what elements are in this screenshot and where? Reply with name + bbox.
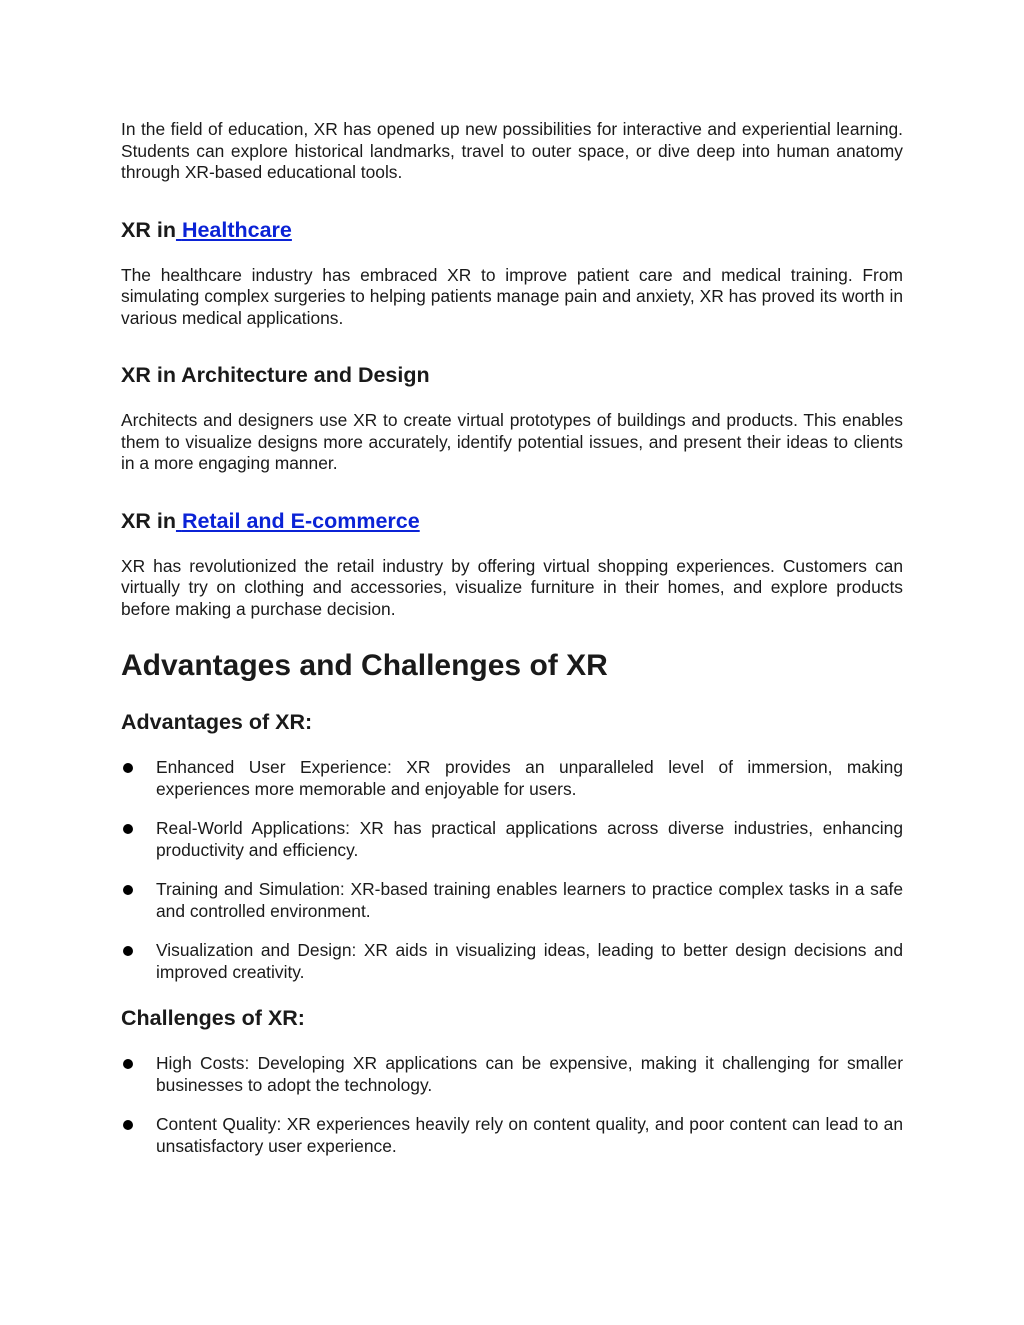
- bullet-icon: [123, 763, 133, 773]
- healthcare-paragraph: The healthcare industry has embraced XR to improve patient care and medical training. From simulating complex surgeries to helping patients manage pain and anxiety, XR has proved its worth in various medical applications.: [121, 264, 903, 328]
- list-item: [121, 1053, 903, 1096]
- retail-paragraph: XR has revolutionized the retail industry by offering virtual shopping experiences. Customers can virtually try on clothing and accessories, visualize furniture in their homes, and explore products before making a purchase decision.: [121, 555, 903, 619]
- retail-heading: [121, 508, 903, 534]
- list-item-text: Real-World Applications: XR has practical applications across diverse industries, enhancing productivity and efficiency.: [156, 818, 903, 860]
- healthcare-heading: [121, 217, 903, 243]
- list-item: [121, 757, 903, 800]
- challenges-list: [121, 1053, 903, 1157]
- list-item-text: Enhanced User Experience: XR provides an unparalleled level of immersion, making experiences more memorable and enjoyable for users.: [156, 757, 903, 799]
- healthcare-heading-prefix: XR in: [121, 217, 176, 242]
- advantages-challenges-heading: Advantages and Challenges of XR: [121, 649, 608, 682]
- list-item-text: Training and Simulation: XR-based training enables learners to practice complex tasks in a safe and controlled environment.: [156, 879, 903, 921]
- retail-link-text: Retail and E-commerce: [181, 508, 420, 533]
- list-item: [121, 1114, 903, 1157]
- bullet-icon: [123, 946, 133, 956]
- list-item-text: High Costs: Developing XR applications can be expensive, making it challenging for smaller businesses to adopt the technology.: [156, 1053, 903, 1095]
- list-item-text: Content Quality: XR experiences heavily rely on content quality, and poor content can lead to an unsatisfactory user experience.: [156, 1114, 903, 1156]
- bullet-icon: [123, 1120, 133, 1130]
- intro-paragraph: In the field of education, XR has opened up new possibilities for interactive and experiential learning. Students can explore historical landmarks, travel to outer space, or dive deep into human anatomy through XR-based educational tools.: [121, 119, 903, 182]
- bullet-icon: [123, 885, 133, 895]
- retail-heading-prefix: XR in: [121, 508, 176, 533]
- advantages-list: [121, 757, 903, 983]
- healthcare-link[interactable]: [176, 218, 292, 242]
- healthcare-link-text: Healthcare: [181, 217, 292, 242]
- list-item: [121, 879, 903, 922]
- bullet-icon: [123, 1059, 133, 1069]
- advantages-heading: Advantages of XR:: [121, 710, 313, 734]
- architecture-paragraph: Architects and designers use XR to create virtual prototypes of buildings and products. This enables them to visualize designs more accurately, identify potential issues, and present their ideas to clients in a more engaging manner.: [121, 410, 903, 473]
- document-page: [121, 119, 903, 1157]
- list-item: [121, 940, 903, 983]
- architecture-heading: XR in Architecture and Design: [121, 363, 430, 387]
- list-item: [121, 818, 903, 861]
- challenges-heading: Challenges of XR:: [121, 1006, 305, 1030]
- retail-link[interactable]: [176, 509, 420, 533]
- list-item-text: Visualization and Design: XR aids in visualizing ideas, leading to better design decisions and improved creativity.: [156, 940, 903, 982]
- bullet-icon: [123, 824, 133, 834]
